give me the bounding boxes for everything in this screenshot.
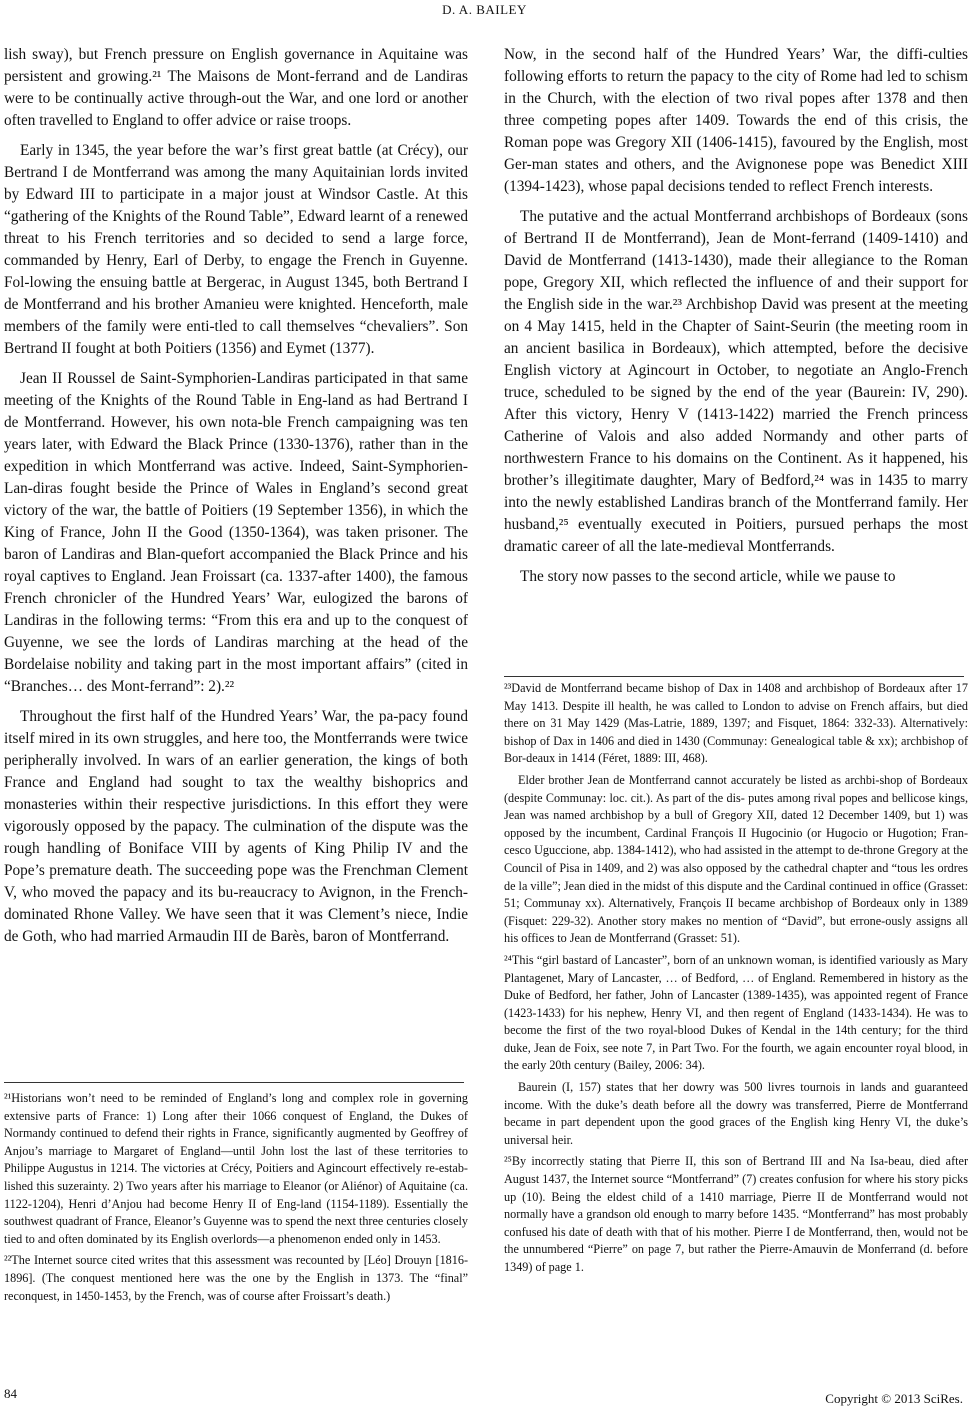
body-paragraph: The story now passes to the second article, while we pause to: [520, 568, 896, 585]
footnote-24: ²⁴This “girl bastard of Lancaster”, born of an unknown woman, is identified variously as Mary Plantagenet, Mary of Lancaster, … of Bedford, … of England. Remembered in history as the Duke of Bedford, her father, John of Lancaster (1389-1435), was appointed regent of France (1423-1433) for his nephew, Henry VI, and then regent of England (1433-1434). He was to become the first of the two royal-blood Dukes of Kendal in the 14th century; for the third duke, Jean de Foix, see note 7, in Part Two. For the fourth, we again encounter royal blood, in the early 20th century (Bailey, 2006: 34).: [504, 952, 968, 1073]
footnote-23-continued: Elder brother Jean de Montferrand cannot accurately be listed as archbi-shop of Bordeaux (despite Communay: loc. cit.). As part of the dis- putes among rival popes and bellicose kings, Jean was named archbishop by a bull of Gregory XII, dated 12 December 1409, but 1) was opposed by the incumbent, Cardinal François II Hugocinio (or Hugocio or Hugotion; Fran-cesco Uguccione, abp. 1384-1412), who had assisted in the attempt to de-throne Gregory at the Council of Pisa in 1409, and 2) was also opposed by the cathedral chapter and “tous les ordres de la ville”; Jean died in the midst of this dispute and the Cardinal continued in office (Grasset: 51; Communay xx). Alternatively, François II became archbishop of Bordeaux only in 1389 (Fisquet: 229-32). Another story makes no mention of “David”, but errone-ously assigns all his offices to Jean de Montferrand (Grasset: 51).: [504, 772, 969, 946]
body-paragraph: The putative and the actual Montferrand archbishops of Bordeaux (sons of Bertrand II de Montferrand), Jean de Mont-ferrand (1409-1410) and David de Montferrand (1413-1430), made their allegiance to the Roman pope, Gregory XII, which reflected the influence of and their support for the English side in the war.²³ Archbishop David was present at the meeting on 4 May 1415, held in the Chapter of Saint-Seurin (the meeting room in an ancient basilica in Bordeaux), which attempted, before the decisive English victory at Agincourt in October, to negotiate an Anglo-French truce, scheduled to be signed by the end of the year (Baurein: IV, 290). After this victory, Henry V (1413-1422) married the French princess Catherine of Valois and also added Normandy and other parts of northwestern France to his domains on the Continent. As it happened, his brother’s illegitimate daughter, Mary of Bedford,²⁴ was in 1435 to marry into the newly established Landiras branch of the Montferrand family. Her husband,²⁵ eventually executed in Poitiers, pursued perhaps the most dramatic career of all the late-medieval Montferrands.: [504, 208, 968, 555]
footnote-24-continued: Baurein (I, 157) states that her dowry was 500 livres tournois in lands and guaranteed income. With the duke’s death before all the dowry was transferred, Pierre de Montferrand became in part dependent upon the good graces of the English king Henry VI, the duke’s universal heir.: [504, 1080, 968, 1147]
body-paragraph: lish sway), but French pressure on English governance in Aquitaine was persistent and growing.²¹ The Maisons de Mont-ferrand and de Landiras were to be continually active through-out the War, and one lord or another often travelled to England to offer advice or raise troops.: [4, 46, 468, 129]
body-paragraph: Early in 1345, the year before the war’s first great battle (at Crécy), our Bertrand I de Montferrand was among the many Aquitainian lords invited by Edward III to participate in a major joust at Windsor Castle. At this “gathering of the Knights of the Round Table”, Edward learnt of a renewed threat to his French territories and so decided to send a large force, commanded by Henry, Earl of Derby, to engage the French in Guyenne. Fol-lowing the ensuing battle at Bergerac, in August 1345, both Bertrand I de Montferrand and his brother Amanieu were knighted. Henceforth, male members of the family were enti-tled to call themselves “chevaliers”. Son Bertrand II fought at both Poitiers (1356) and Eymet (1377).: [4, 142, 468, 357]
footnote-23: ²³David de Montferrand became bishop of Dax in 1408 and archbishop of Bordeaux after 17 May 1413. Despite ill health, he was called to London to advise on French affairs, but died there on 31 May 1429 (Mas-Latrie, 1889, 1397; and Fisquet, 1864: 332-33). Alternatively: bishop of Dax in 1406 and died in 1430 (Communay: Genealogical table & xx); archbishop of Bor-deaux in 1414 (Féret, 1889: III, 468).: [504, 681, 968, 766]
body-paragraph: Throughout the first half of the Hundred Years’ War, the pa-pacy found itself mired in its own struggles, and here too, the Montferrands were twice peripherally involved. In wars of an earlier generation, the kings of both France and England had sought to tax the wealthy bishoprics and monasteries within their respective jurisdictions. In this effort they were vigorously opposed by the papacy. The culmination of the dispute was the rough handling of Boniface VIII by agents of King Philip IV and the Pope’s premature death. The succeeding pope was the Frenchman Clement V, who moved the papacy and its bu-reaucracy to Avignon, in the French-dominated Rhone Valley. We have seen that it was Clement’s niece, Indie de Goth, who had married Armaudin III de Barès, baron of Montferrand.: [4, 708, 468, 945]
page-number: 84: [4, 1386, 17, 1401]
running-header: D. A. BAILEY: [442, 2, 527, 17]
right-footnotes: [504, 680, 968, 1281]
footnote-divider: [4, 1082, 464, 1083]
body-paragraph: Now, in the second half of the Hundred Years’ War, the diffi-culties following efforts to return the papacy to the city of Rome had led to schism in the Church, with the election of two rival popes after 1378 and then three competing popes after 1409. Towards the end of this crisis, the Roman pope was Gregory XII (1406-1415), favoured by the English, most Ger-man states and others, and the Avignonese pope was Benedict XIII (1394-1423), whose papal decisions tended to reflect French interests.: [504, 46, 968, 195]
footnote-22: ²²The Internet source cited writes that this assessment was recounted by [Léo] Drouyn [1816-1896]. (The conquest mentioned here was the one by the English in 1373. The “final” reconquest, in 1450-1453, by the French, was of course after Froissart’s death.): [4, 1253, 468, 1303]
right-column-body: [504, 44, 968, 596]
left-column-body: [4, 44, 468, 956]
footnote-divider: [504, 676, 964, 677]
copyright-notice: Copyright © 2013 SciRes.: [825, 1391, 963, 1406]
body-paragraph: Jean II Roussel de Saint-Symphorien-Landiras participated in that same meeting of the Knights of the Round Table in Eng-land as had Bertrand I de Montferrand. However, his own nota-ble French campaigning was ten years later, with Edward the Black Prince (1330-1376), rather than in the expedition in which Montferrand was active. Indeed, Saint-Symphorien-Lan-diras fought beside the Prince of Wales in England’s second great victory of the war, the battle of Poitiers (19 September 1356), in which the King of France, John II the Good (1350-1364), was taken prisoner. The baron of Landiras and Blan-quefort accompanied the Black Prince and his royal captives to England. Jean Froissart (ca. 1337-after 1400), the famous French chronicler of the Hundred Years’ War, eulogized the barons of Landiras in the following terms: “From this era and up to the conquest of Guyenne, we see the lords of Landiras marching at the head of the Bordelaise nobility and taking part in the most important affairs” (cited in “Branches… des Mont-ferrand”: 2).²²: [4, 370, 468, 695]
left-footnotes: [4, 1090, 468, 1309]
footnote-25: ²⁵By incorrectly stating that Pierre II, this son of Bertrand III and Na Isa-beau, died after August 1437, the Internet source “Montferrand” (7) creates confusion for where his story picks up (10). Being the eldest child of a 1410 marriage, Pierre II de Montferrand would not normally have a grandson old enough to marry before 1435. “Montferrand” has most probably confused his date of death with that of his mother. Pierre I de Montferrand, then, would not be the unnumbered “Pierre” on page 7, but rather the Pierre-Amauvin de Monferrand (d. before 1349) of page 1.: [504, 1154, 968, 1274]
footnote-21: ²¹Historians won’t need to be reminded of England’s long and complex role in governing extensive parts of France: 1) Long after their 1066 conquest of England, the Dukes of Normandy continued to defend their rights in France, significantly augmented by Geoffrey of Anjou’s marriage to Margaret of England—until John lost the last of these territories to Philippe Augustus in 1214. The victories at Crécy, Poitiers and Agincourt effectively re-estab-lished this suzerainty. 2) Two years after his marriage to Eleanor (or Aliénor) of Aquitaine (ca. 1122-1204), Henri d’Anjou had become Henry II of Eng-land (1154-1189). Essentially the southwest quadrant of France, Eleanor’s Guyenne was to spend the next three centuries closely tied to and often dominated by its English overlords—a phenomenon ended only in 1453.: [4, 1091, 468, 1246]
